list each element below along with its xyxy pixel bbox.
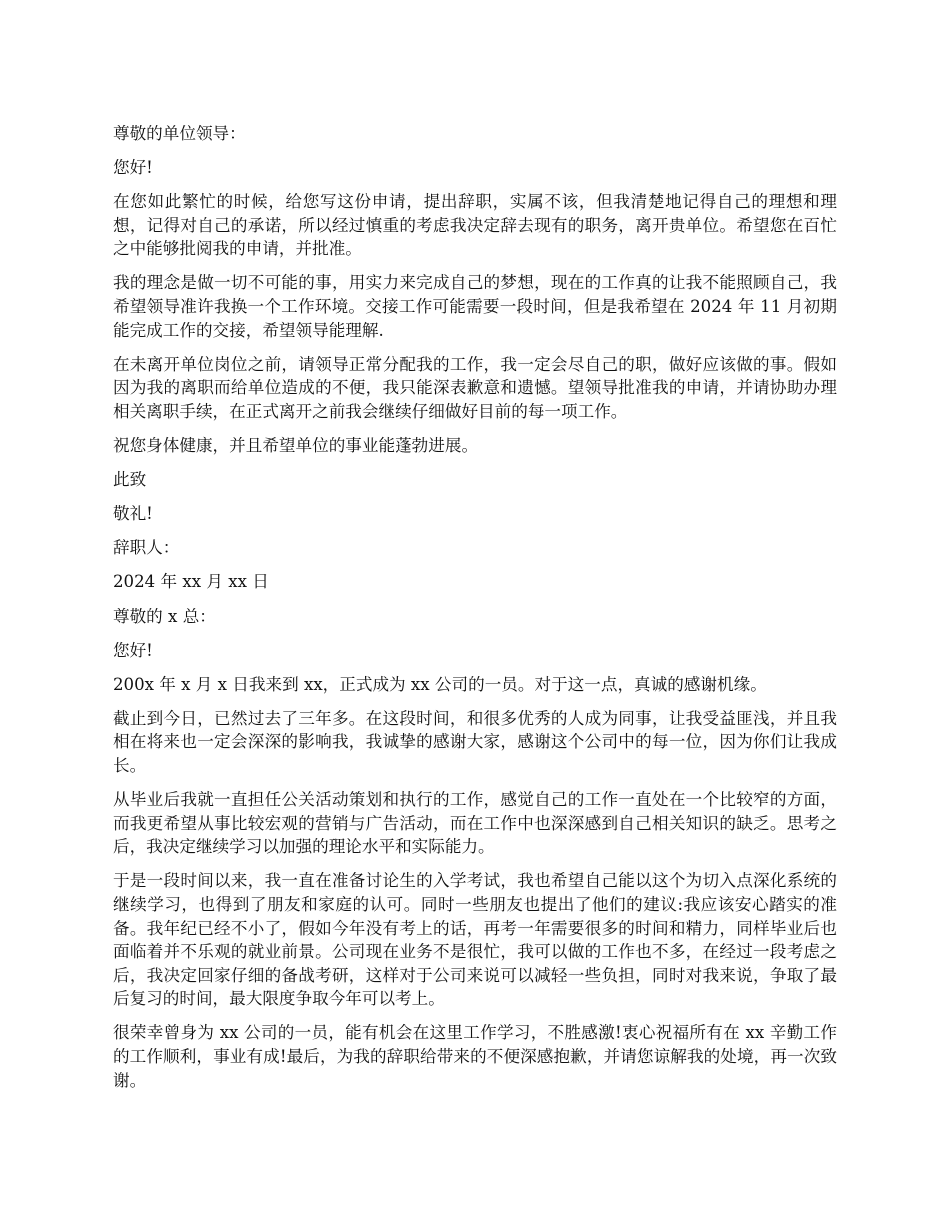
body-paragraph: 在您如此繁忙的时候，给您写这份申请，提出辞职，实属不该，但我清楚地记得自己的理想和理想，记得对自己的承诺，所以经过慎重的考虑我决定辞去现有的职务，离开贵单位。希望您在百忙之中能够批阅我的申请，并批准。	[113, 192, 837, 259]
greeting-2: 您好!	[113, 640, 153, 660]
salutation-2: 尊敬的 x 总：	[113, 606, 216, 626]
body-paragraph: 200x 年 x 月 x 日我来到 xx，正式成为 xx 公司的一员。对于这一点，真诚的感谢机缘。	[113, 674, 767, 694]
body-paragraph: 于是一段时间以来，我一直在准备讨论生的入学考试，我也希望自己能以这个为切入点深化系统的继续学习，也得到了朋友和家庭的认可。同时一些朋友也提出了他们的建议:我应该安心踏实的准备。我年纪已经不小了，假如今年没有考上的话，再考一年需要很多的时间和精力，同样毕业后也面临着并不乐观的就业前景。公司现在业务不是很忙，我可以做的工作也不多，在经过一段考虑之后，我决定回家仔细的备战考研，这样对于公司来说可以减轻一些负担，同时对我来说，争取了最后复习的时间，最大限度争取今年可以考上。	[113, 871, 837, 1009]
salutation-1: 尊敬的单位领导：	[113, 124, 246, 143]
body-paragraph: 从毕业后我就一直担任公关活动策划和执行的工作，感觉自己的工作一直处在一个比较窄的方面，而我更希望从事比较宏观的营销与广告活动，而在工作中也深深感到自己相关知识的缺乏。思考之后，我决定继续学习以加强的理论水平和实际能力。	[113, 790, 837, 857]
closing-salute: 敬礼!	[113, 504, 153, 524]
body-paragraph: 截止到今日，已然过去了三年多。在这段时间，和很多优秀的人成为同事，让我受益匪浅，并且我相在将来也一定会深深的影响我，我诚挚的感谢大家，感谢这个公司中的每一位，因为你们让我成长。	[113, 708, 837, 775]
body-paragraph: 很荣幸曾身为 xx 公司的一员，能有机会在这里工作学习，不胜感激!衷心祝福所有在 xx 辛勤工作的工作顺利，事业有成!最后，为我的辞职给带来的不便深感抱歉，并请您谅解我的处境，再一次致谢。	[113, 1023, 837, 1090]
signature-label: 辞职人：	[113, 538, 180, 558]
date-line: 2024 年 xx 月 xx 日	[113, 572, 269, 592]
body-paragraph: 在未离开单位岗位之前，请领导正常分配我的工作，我一定会尽自己的职，做好应该做的事。假如因为我的离职而给单位造成的不便，我只能深表歉意和遗憾。望领导批准我的申请，并请协助办理相关离职手续，在正式离开之前我会继续仔细做好目前的每一项工作。	[113, 354, 837, 421]
document-body	[113, 122, 837, 1103]
body-paragraph: 祝您身体健康，并且希望单位的事业能蓬勃进展。	[113, 436, 479, 456]
greeting-1: 您好!	[113, 158, 153, 178]
closing-line: 此致	[113, 470, 147, 490]
body-paragraph: 我的理念是做一切不可能的事，用实力来完成自己的梦想，现在的工作真的让我不能照顾自己，我希望领导准许我换一个工作环境。交接工作可能需要一段时间，但是我希望在 2024 年 11 月初期能完成工作的交接，希望领导能理解.	[113, 273, 837, 340]
